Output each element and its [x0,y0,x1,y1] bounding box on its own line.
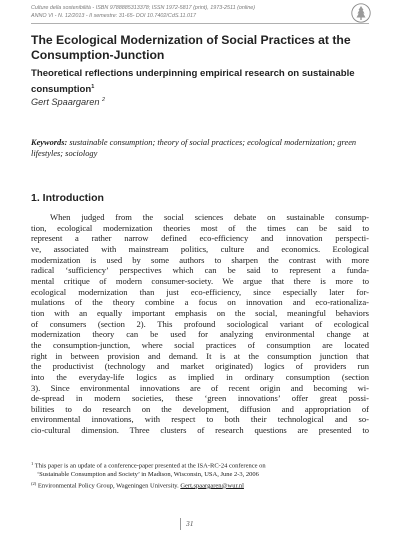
footnote-text: This paper is an update of a conference-paper presented at the ISA-RC-24 conference on [34,462,266,470]
body-line: modernization is used by some authors to sharpen the contrast with more [31,254,369,265]
body-line: mental critique of modern consumer-society. We argue that there is more to [31,275,369,286]
footnote-text: Environmental Policy Group, Wageningen University. [37,482,179,490]
keywords [31,137,369,159]
author-footnote-ref[interactable]: 2 [102,97,106,103]
footnote-1 [31,460,369,471]
author-text: Gert Spaargaren [31,97,100,108]
body-line: of consumers (section 2). This profound sociological variant of ecological [31,318,369,329]
body-line: radical ‘sufficiency’ perspectives which can be said to represent a funda- [31,265,369,276]
body-line: tion with an equally important emphasis on the social, meaningful behaviors [31,307,369,318]
author-email-link[interactable]: Gert.spaargaren@wur.nl [180,482,244,490]
body-line: right in between provision and demand. It is at the consumption junction that [31,350,369,361]
subtitle-text: Theoretical reflections underpinning empirical research on sustainable consumption [31,68,355,95]
keywords-text: sustainable consumption; theory of social practices; ecological modernization; green lifestyles; sociology [31,138,357,158]
body-line: the consumption-junction, where social practices of consumption are located [31,339,369,350]
footnote-text: ‘Sustainable Consumption and Society’ in Madison, Wisconsin, USA, June 2-3, 2006 [37,471,259,479]
header-divider [31,23,369,24]
footnote-number: (2) [31,480,37,486]
body-line: de-spread in modern societies, these ‘green innovations’ offer great possi- [31,393,369,404]
author-name [31,95,231,108]
body-line: environmental innovations, with respect to both their technological and so- [31,414,369,425]
footnote-2 [31,480,369,491]
body-line: When judged from the social sciences debate on sustainable consump- [50,212,369,222]
page-number-divider [180,518,181,530]
footnote-number: 1 [31,461,34,466]
body-line: ecological modernization than just eco-efficiency, since especially later for- [31,286,369,297]
header-issue-line: ANNO VI - N. 12/2013 - II semestre: 31-65- DOI 10.7402/CdS.11.017 [31,13,196,19]
body-line: mulations of the theory combine a focus on innovation and eco-rationaliza- [31,297,369,308]
body-line: the productivist (technology and market originated) logics of providers run [31,361,369,372]
section-heading: 1. Introduction [31,192,104,204]
article-subtitle [31,67,371,96]
body-paragraph [31,212,369,436]
article-title: The Ecological Modernization of Social Practices at the Consumption-Junction [31,33,351,62]
footnote-1-continued [31,471,369,480]
keywords-label: Keywords: [31,138,68,147]
subtitle-footnote-ref[interactable]: 1 [91,83,95,90]
journal-logo-icon [351,3,371,23]
footnotes [31,460,369,491]
body-line: tion, ecological modernization theories most of the times can be said to [31,222,369,233]
body-line: cio-cultural dimension. Three clusters of research questions are presented to [31,425,369,436]
body-line: into the everyday-life logics as implied in ordinary consumption (section [31,371,369,382]
page-number: 31 [186,519,194,528]
body-line: modernization theory can be used for analyzing environmental change at [31,329,369,340]
body-line: ve, associated with mainstream politics, culture and economics. Ecological [31,243,369,254]
body-line: 3). Since environmental innovations are of recent origin and becoming wi- [31,382,369,393]
header-issn-line: Culture della sostenibilità - ISBN 9788885313378; ISSN 1972-5817 (print), 1973-2511 (online) [31,5,256,11]
body-line: bilities to do research on the development, diffusion and appropriation of [31,403,369,414]
body-line: represent a rather narrow defined eco-efficiency and innovation perspecti- [31,233,369,244]
running-header [31,4,351,20]
